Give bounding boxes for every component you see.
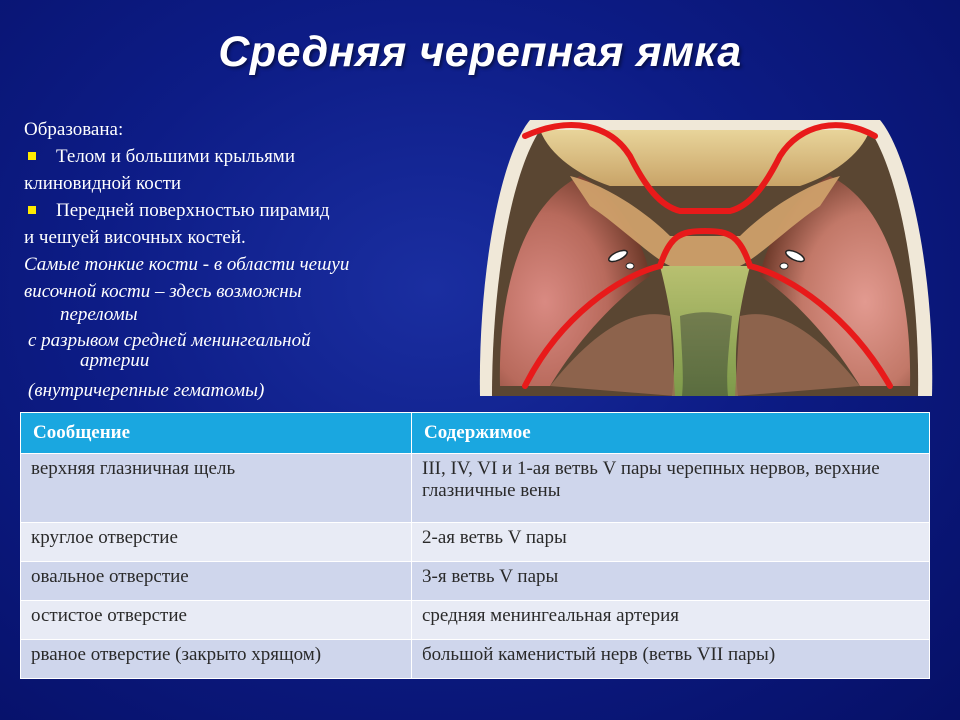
bullet-item-1 [24, 143, 464, 170]
content-cell: 3-я ветвь V пары [412, 562, 930, 601]
content-cell: большой каменистый нерв (ветвь VII пары) [412, 640, 930, 679]
table-row [21, 601, 930, 640]
header-content: Содержимое [412, 413, 930, 454]
bullet-item-1-continuation: клиновидной кости [24, 173, 182, 194]
yellow-square-bullet-icon [28, 206, 36, 214]
table-row [21, 562, 930, 601]
table-row [21, 523, 930, 562]
note-line-2: височной кости – здесь возможны [24, 281, 302, 302]
description-text [24, 116, 464, 404]
header-opening: Сообщение [21, 413, 412, 454]
note-line-5: артерии [80, 350, 150, 371]
opening-cell: остистое отверстие [21, 601, 412, 640]
skull-base-illustration [470, 116, 940, 396]
content-cell: средняя менингеальная артерия [412, 601, 930, 640]
content-cell: III, IV, VI и 1-ая ветвь V пары черепных нервов, верхние глазничные вены [412, 454, 930, 523]
table-row [21, 640, 930, 679]
content-cell: 2-ая ветвь V пары [412, 523, 930, 562]
bullet-item-2 [24, 197, 464, 224]
bullet-item-1-text: Телом и большими крыльями [56, 146, 296, 167]
opening-cell: овальное отверстие [21, 562, 412, 601]
note-line-3: переломы [60, 304, 138, 325]
bullet-item-2-continuation: и чешуей височных костей. [24, 227, 246, 248]
opening-cell: рваное отверстие (закрыто хрящом) [21, 640, 412, 679]
note-line-1: Самые тонкие кости - в области чешуи [24, 254, 350, 275]
table-header-row [21, 413, 930, 454]
note-line-6: (внутричерепные гематомы) [28, 380, 265, 401]
formed-by-label: Образована: [24, 119, 124, 140]
bullet-item-2-text: Передней поверхностью пирамид [56, 200, 330, 221]
yellow-square-bullet-icon [28, 152, 36, 160]
opening-cell: верхняя глазничная щель [21, 454, 412, 523]
table-row [21, 454, 930, 523]
note-line-4: с разрывом средней менингеальной [28, 330, 311, 351]
openings-table [20, 412, 930, 679]
slide-title: Средняя черепная ямка [218, 28, 742, 76]
opening-cell: круглое отверстие [21, 523, 412, 562]
